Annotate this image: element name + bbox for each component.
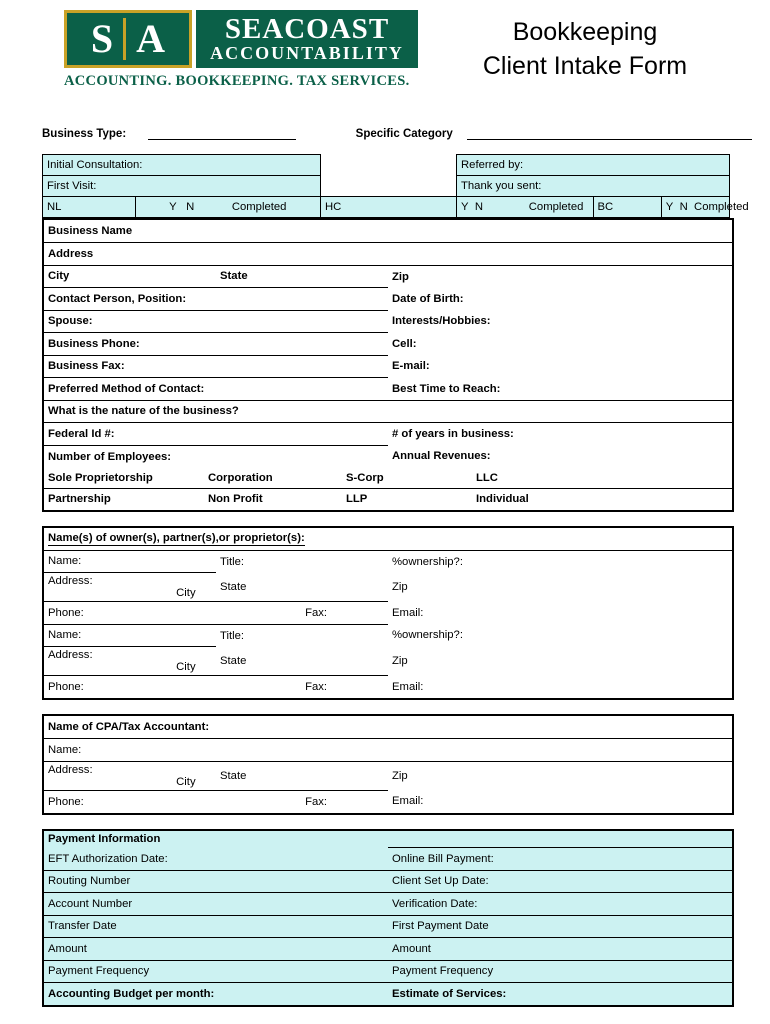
preferred-contact-field[interactable]: Preferred Method of Contact: [44,378,388,401]
owner2-phone-label: Phone: [48,681,84,693]
spacer [18,140,752,154]
owners-heading: Name(s) of owner(s), partner(s),or proprietor(s): [48,531,305,544]
spacer [18,815,752,829]
accounting-budget-field[interactable]: Accounting Budget per month: [44,983,388,1006]
page-title-line-2: Client Intake Form [482,51,688,80]
owners-heading-cell [44,528,732,551]
table-row [44,265,732,288]
account-number-field[interactable]: Account Number [44,893,388,916]
table-row [44,378,732,401]
entity-type-table [44,468,732,510]
table-row [44,716,732,739]
hc-label: HC [321,197,457,218]
owner1-title-field[interactable]: Title: [220,555,245,568]
logo-wordmark [196,10,418,68]
cell-field[interactable]: Cell: [392,337,417,350]
zip-field[interactable]: Zip [392,270,409,283]
owner1-name-field[interactable]: Name: [44,550,216,573]
table-row [44,573,732,602]
corporation-label: Corporation [204,468,320,489]
owner1-fax-label: Fax: [305,606,328,619]
owner2-address-label: Address: [48,649,93,661]
table-row [44,848,732,871]
nl-y[interactable]: Y [169,201,177,213]
logo-letter-a: A [136,16,166,61]
estimate-of-services-field[interactable]: Estimate of Services: [388,983,732,1006]
owner1-phone-fax-field[interactable] [44,602,388,625]
owner2-phone-fax-field[interactable] [44,676,388,699]
payment-table [44,831,732,1006]
cpa-phone-label: Phone: [48,795,84,808]
logo-tagline: ACCOUNTING. BOOKKEEPING. TAX SERVICES. [64,73,410,89]
table-row [44,647,732,676]
llc-label: LLC [472,468,580,489]
spacer-cell [321,176,457,197]
hc-y[interactable]: Y [461,201,469,213]
owners-table [44,528,732,699]
s-corp-checkbox[interactable] [450,468,472,489]
spacer [18,700,752,714]
table-row [44,400,732,423]
owner1-city-label: City [176,587,196,599]
entity-row-filler [602,489,732,510]
table-row [44,489,732,510]
table-row [44,938,732,961]
interests-field[interactable]: Interests/Hobbies: [392,315,491,328]
owner2-title-field[interactable]: Title: [220,629,245,642]
cpa-heading: Name of CPA/Tax Accountant: [44,716,732,739]
table-row [44,355,732,378]
cpa-state-field[interactable]: State [220,769,247,782]
cpa-section [42,714,734,815]
entity-row-filler [602,468,732,489]
owner1-address-field[interactable] [44,573,216,602]
s-corp-label: S-Corp [342,468,450,489]
spouse-field[interactable]: Spouse: [44,310,388,333]
initial-consultation-field[interactable]: Initial Consultation: [43,155,321,176]
cpa-table [44,716,732,813]
sole-proprietorship-label: Sole Proprietorship [44,468,182,489]
owner2-name-field[interactable]: Name: [44,624,216,647]
owner1-zip-field[interactable]: Zip [392,581,408,593]
table-row [44,739,732,762]
hc-n[interactable]: N [474,201,483,213]
individual-label: Individual [472,489,580,510]
online-bill-payment-field[interactable]: Online Bill Payment: [388,848,732,871]
number-of-employees-field[interactable]: Number of Employees: [44,445,388,468]
owner2-zip-field[interactable]: Zip [392,655,408,667]
owner2-city-label: City [176,661,196,673]
logo-word-accountability: ACCOUNTABILITY [210,43,404,64]
business-phone-field[interactable]: Business Phone: [44,333,388,356]
thank-you-sent-field[interactable]: Thank you sent: [457,176,730,197]
nature-of-business-field[interactable]: What is the nature of the business? [44,400,732,423]
amount-right-field[interactable]: Amount [388,938,732,961]
logo-letter-s: S [90,16,114,61]
cpa-email-field[interactable]: Email: [392,795,424,808]
table-row [44,468,732,489]
table-row [44,445,732,468]
llc-checkbox[interactable] [580,468,602,489]
first-payment-date-field[interactable]: First Payment Date [388,915,732,938]
bc-completed[interactable]: Completed [694,201,749,213]
bc-n[interactable]: N [679,201,688,213]
table-row [44,915,732,938]
consultation-table [42,154,749,218]
table-row [43,197,730,218]
contact-person-field[interactable]: Contact Person, Position: [44,288,388,311]
owner2-email-field[interactable]: Email: [392,680,424,693]
spacer-cell [321,155,457,176]
bc-yes-no-completed[interactable] [661,197,749,218]
table-row [44,550,732,573]
page-title-line-1: Bookkeeping [512,18,658,46]
payment-section [42,829,734,1008]
years-in-business-field[interactable]: # of years in business: [392,428,514,440]
first-visit-field[interactable]: First Visit: [43,176,321,197]
partnership-label: Partnership [44,489,182,510]
address-field[interactable]: Address [44,243,732,266]
business-type-row [18,120,752,140]
cpa-fax-label: Fax: [305,795,328,808]
table-row [43,176,730,197]
cpa-phone-fax-field[interactable] [44,790,388,813]
table-row [44,528,732,551]
eft-authorization-date-field[interactable]: EFT Authorization Date: [44,848,388,871]
business-type-label: Business Type: [42,128,127,140]
specific-category-input[interactable] [467,126,752,140]
routing-number-field[interactable]: Routing Number [44,870,388,893]
owner1-state-field[interactable]: State [220,580,247,593]
cpa-name-field[interactable]: Name: [44,739,732,762]
email-field[interactable]: E-mail: [392,360,430,373]
table-row [43,155,730,176]
non-profit-label: Non Profit [204,489,320,510]
nl-yes-no[interactable] [135,197,228,218]
owners-section [42,526,734,701]
table-row [44,220,732,243]
state-field[interactable]: State [220,270,248,283]
individual-checkbox[interactable] [580,489,602,510]
payment-frequency-left-field[interactable]: Payment Frequency [44,960,388,983]
hc-yes-no[interactable] [457,197,525,218]
logo-word-seacoast: SEACOAST [224,12,390,45]
cpa-zip-field[interactable]: Zip [392,769,408,782]
owner2-ownership-field[interactable]: %ownership?: [392,629,463,642]
owner2-address-field[interactable] [44,647,216,676]
payment-heading: Payment Information [44,831,732,848]
owner1-phone-label: Phone: [48,606,84,619]
sole-proprietorship-checkbox[interactable] [182,468,204,489]
logo-mark [64,10,418,68]
corporation-checkbox[interactable] [320,468,342,489]
logo-initials [64,10,192,68]
page-header [18,10,752,110]
table-row [44,790,732,813]
table-row [44,288,732,311]
cpa-address-field[interactable] [44,761,216,790]
owner2-fax-label: Fax: [305,681,328,693]
page-title [418,10,752,84]
owner1-ownership-field[interactable]: %ownership?: [392,555,463,568]
table-row [44,624,732,647]
business-info-section [42,218,734,512]
table-row [44,761,732,790]
table-row [44,423,732,446]
cpa-address-label: Address: [48,763,93,776]
federal-id-field[interactable]: Federal Id #: [44,423,388,446]
nl-completed[interactable]: Completed [228,197,321,218]
verification-date-field[interactable]: Verification Date: [388,893,732,916]
llp-label: LLP [342,489,450,510]
payment-frequency-right-field[interactable]: Payment Frequency [388,960,732,983]
business-info-table [44,220,732,468]
specific-category-label: Specific Category [355,128,453,140]
date-of-birth-field[interactable]: Date of Birth: [392,292,464,305]
owner1-email-field[interactable]: Email: [392,606,424,619]
nl-n[interactable]: N [186,201,195,213]
business-fax-field[interactable]: Business Fax: [44,355,388,378]
business-type-input[interactable] [148,126,296,140]
non-profit-checkbox[interactable] [320,489,342,510]
llp-checkbox[interactable] [450,489,472,510]
table-row [44,333,732,356]
spacer [18,512,752,526]
table-row [44,960,732,983]
transfer-date-field[interactable]: Transfer Date [44,915,388,938]
table-row [44,870,732,893]
client-setup-date-field[interactable]: Client Set Up Date: [388,870,732,893]
table-row [44,893,732,916]
owner1-address-label: Address: [48,575,93,587]
bc-y[interactable]: Y [665,201,674,213]
spacer-cell [560,265,732,288]
amount-left-field[interactable]: Amount [44,938,388,961]
table-row [44,831,732,848]
bc-label: BC [593,197,661,218]
cpa-city-label: City [176,775,196,788]
business-name-field[interactable]: Business Name [44,220,732,243]
table-row [44,310,732,333]
best-time-field[interactable]: Best Time to Reach: [392,382,501,395]
table-row [44,243,732,266]
city-field[interactable]: City [44,265,216,288]
owner2-state-field[interactable]: State [220,654,247,667]
nl-label: NL [43,197,136,218]
table-row [44,676,732,699]
table-row [44,602,732,625]
annual-revenues-field[interactable]: Annual Revenues: [392,450,491,463]
company-logo [18,10,418,90]
hc-completed[interactable]: Completed [525,197,593,218]
referred-by-field[interactable]: Referred by: [457,155,730,176]
partnership-checkbox[interactable] [182,489,204,510]
table-row [44,983,732,1006]
